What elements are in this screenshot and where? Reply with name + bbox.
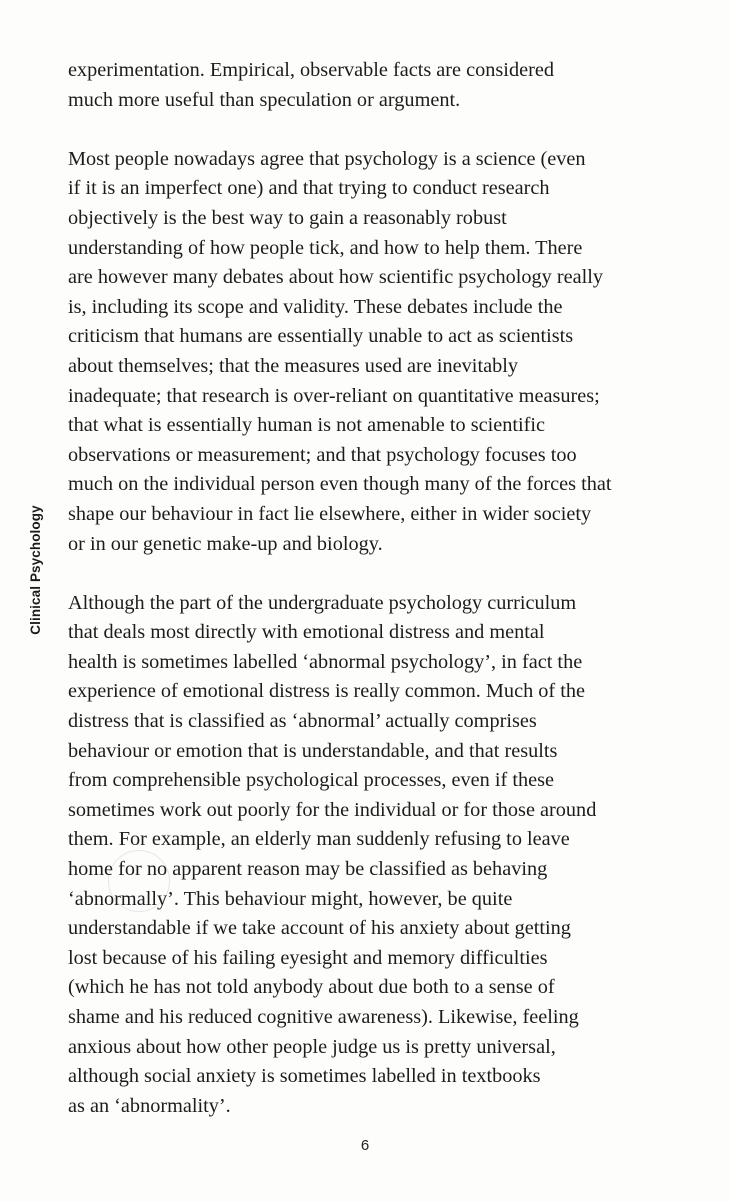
- page-number: 6: [360, 1137, 370, 1154]
- text-line: (which he has not told anybody about due both to a sense of: [68, 976, 555, 999]
- text-line: health is sometimes labelled ‘abnormal psychology’, in fact the: [68, 650, 583, 673]
- text-line: shape our behaviour in fact lie elsewhere, either in wider society: [68, 502, 592, 525]
- paragraph-2: [68, 145, 698, 559]
- text-line: that deals most directly with emotional distress and mental: [68, 621, 545, 644]
- text-line: behaviour or emotion that is understandable, and that results: [68, 739, 558, 762]
- text-line: inadequate; that research is over-reliant on quantitative measures;: [68, 384, 600, 407]
- text-line: much more useful than speculation or argument.: [68, 88, 461, 111]
- text-line: are however many debates about how scientific psychology really: [68, 266, 604, 289]
- paragraph-3: [68, 589, 698, 1122]
- text-line: ‘abnormally’. This behaviour might, however, be quite: [68, 887, 513, 910]
- text-line: observations or measurement; and that psychology focuses too: [68, 443, 577, 466]
- text-line: Although the part of the undergraduate psychology curriculum: [68, 591, 577, 614]
- text-line: lost because of his failing eyesight and memory difficulties: [68, 946, 548, 969]
- text-line: shame and his reduced cognitive awareness). Likewise, feeling: [68, 1006, 579, 1028]
- text-line: sometimes work out poorly for the individual or for those around: [68, 798, 597, 821]
- text-line: understanding of how people tick, and how to help them. There: [68, 236, 583, 259]
- text-line: them. For example, an elderly man suddenly refusing to leave: [68, 828, 570, 851]
- text-line: Most people nowadays agree that psychology is a science (even: [68, 147, 586, 170]
- text-line: although social anxiety is sometimes labelled in textbooks: [68, 1065, 541, 1088]
- text-line: if it is an imperfect one) and that trying to conduct research: [68, 177, 550, 200]
- text-line: objectively is the best way to gain a reasonably robust: [68, 206, 507, 229]
- text-line: anxious about how other people judge us is pretty universal,: [68, 1035, 556, 1058]
- text-line: experience of emotional distress is really common. Much of the: [68, 680, 586, 703]
- text-line: home for no apparent reason may be classified as behaving: [68, 858, 548, 881]
- text-line: distress that is classified as ‘abnormal’ actually comprises: [68, 710, 537, 733]
- text-line: that what is essentially human is not amenable to scientific: [68, 414, 546, 437]
- paragraph-1: [68, 56, 698, 115]
- text-line: experimentation. Empirical, observable facts are considered: [68, 59, 554, 81]
- text-line: understandable if we take account of his anxiety about getting: [68, 917, 571, 940]
- body-text: [68, 56, 698, 1151]
- text-line: as an ‘abnormality’.: [68, 1094, 231, 1117]
- text-line: much on the individual person even though many of the forces that: [68, 473, 612, 496]
- running-head-text: Clinical Psychology: [28, 505, 43, 635]
- text-line: is, including its scope and validity. These debates include the: [68, 295, 563, 318]
- text-line: about themselves; that the measures used are inevitably: [68, 354, 518, 377]
- running-head: [28, 505, 48, 635]
- text-line: or in our genetic make-up and biology.: [68, 532, 383, 555]
- text-line: from comprehensible psychological processes, even if these: [68, 769, 555, 792]
- text-line: criticism that humans are essentially unable to act as scientists: [68, 325, 574, 348]
